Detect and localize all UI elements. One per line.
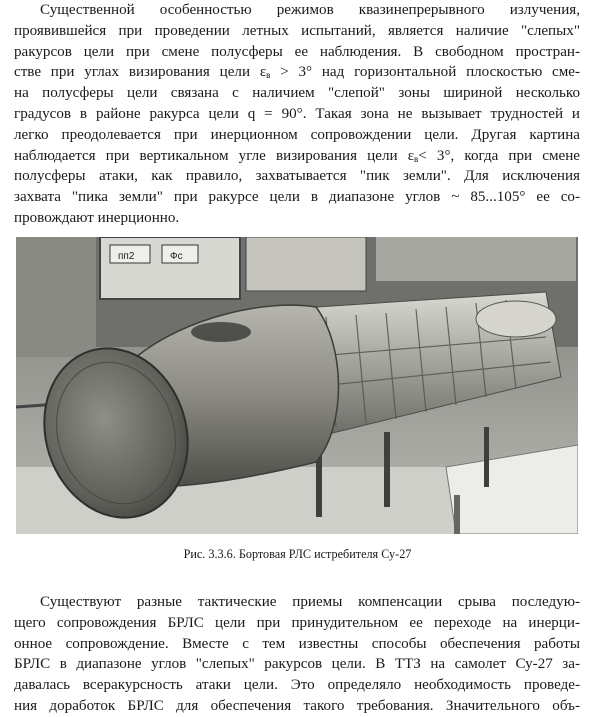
text-line: захвата "пика земли" при ракурсе цели в диапазоне углов ~ 85...105° ее со- — [14, 189, 580, 206]
radar-photo — [16, 237, 578, 534]
text-fragment: наблюдается при вертикальном угле визирования цели ε — [14, 147, 415, 164]
figure-caption: Рис. 3.3.6. Бортовая РЛС истребителя Су-27 — [183, 547, 412, 561]
text-fragment: стве при углах визирования цели ε — [14, 64, 267, 81]
text-line: щего сопровождения БРЛС цели при принудительном ее переходе на инерци- — [14, 614, 580, 631]
paragraph-1 — [14, 0, 580, 229]
text-line: полусферы атаки, как правило, захватывается "пик земли". Для исключения — [14, 168, 580, 185]
radar-photo-drawing — [16, 237, 578, 534]
text-line: провождают инерционно. — [14, 209, 180, 226]
text-line — [14, 146, 580, 167]
panel-label: пп2 — [118, 251, 135, 262]
text-line: онное сопровождение. Вместе с тем известны способы обеспечения работы — [14, 635, 580, 652]
subscript: в — [414, 153, 419, 164]
text-fragment: > 3° над горизонтальной плоскостью сме- — [270, 64, 581, 81]
text-line: на полусферы цели связана с наличием "слепой" зоны шириной несколько — [14, 85, 580, 102]
text-line: градусов в районе ракурса цели q = 90°. Такая зона не вызывает трудностей и — [14, 105, 580, 122]
panel-label: Фс — [170, 251, 183, 262]
subscript: в — [266, 70, 271, 81]
paragraph-2 — [14, 592, 580, 717]
text-line: давалась всеракурсность атаки цели. Это определяло необходимость проведе- — [14, 677, 580, 694]
text-line: Существенной особенностью режимов квазинепрерывного излучения, — [40, 2, 580, 18]
text-line: проявившейся при проведении летных испытаний, является наличие "слепых" — [14, 22, 580, 39]
text-line: ния доработок БРЛС для обеспечения такого требования. Значительного объ- — [14, 697, 580, 714]
text-line — [14, 62, 580, 83]
text-line: БРЛС в диапазоне углов "слепых" ракурсов цели. В ТТЗ на самолет Су-27 за- — [14, 656, 580, 673]
text-line: ракурсов цели при смене полусферы ее наблюдения. В свободном простран- — [14, 43, 580, 60]
text-line: Существуют разные тактические приемы компенсации срыва последую- — [40, 594, 580, 610]
text-line: легко преодолевается при инерционном сопровождении цели. Другая картина — [14, 126, 580, 143]
text-fragment: < 3°, когда при смене — [418, 147, 580, 164]
